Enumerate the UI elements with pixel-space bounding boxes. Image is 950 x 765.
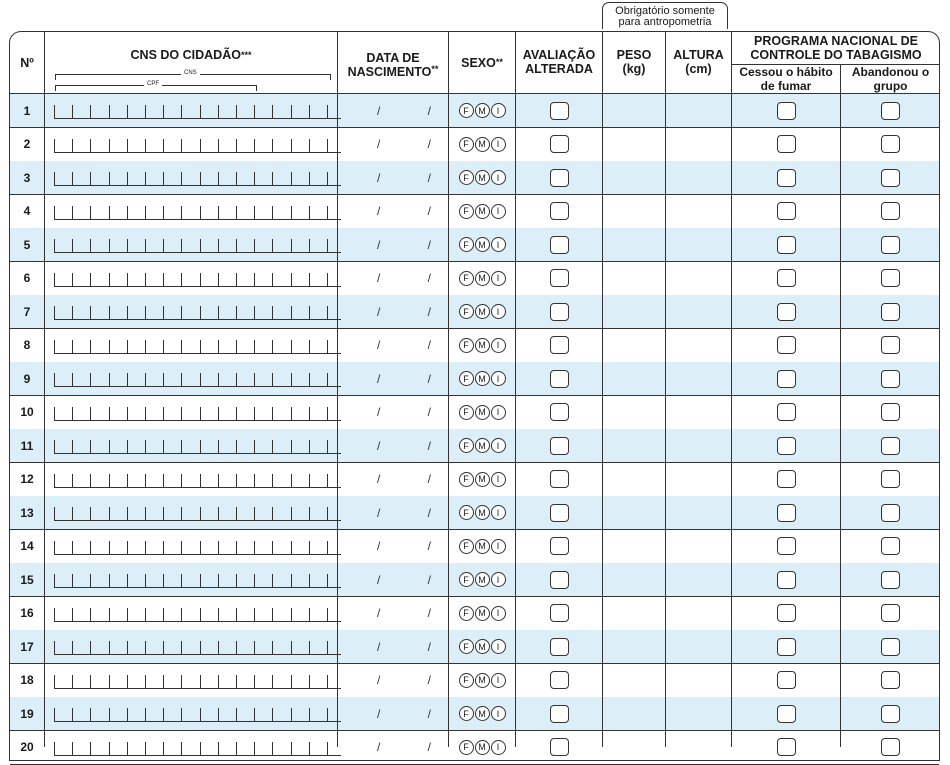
header-quit-smoking [732,65,840,93]
birthdate-input[interactable]: / / [376,572,453,587]
sex-option-f[interactable]: F [459,405,474,420]
sex-option-m[interactable]: M [475,103,490,118]
header-tobacco-line1: PROGRAMA NACIONAL DE [754,34,918,48]
row-number: 14 [20,539,34,553]
birthdate-input[interactable]: / / [376,170,453,185]
header-tobacco-program [732,33,940,63]
sex-option-i[interactable]: I [491,505,506,520]
sex-option-m[interactable]: M [475,338,490,353]
row-number: 4 [23,204,31,218]
col-divider [731,31,732,747]
sex-option-i[interactable]: I [491,639,506,654]
row-number: 10 [20,405,34,419]
sex-option-m[interactable]: M [475,137,490,152]
birthdate-input[interactable]: / / [376,204,453,218]
row-number: 9 [23,371,31,386]
sex-option-f[interactable]: F [459,137,474,152]
sex-option-f[interactable]: F [459,371,474,386]
cns-bracket-label: CNS [181,70,200,76]
header-number-label: Nº [20,55,34,70]
header-cns-sup: *** [240,49,252,60]
cpf-bracket-label: CPF [144,81,162,87]
header-birthdate-line1: DATA DE [366,51,420,65]
row-number: 11 [20,438,34,453]
note-line-2: para antropometria [618,16,712,28]
birthdate-input[interactable]: / / [376,137,453,151]
header-height-line1: ALTURA [673,48,724,62]
header-quit-line2: de fumar [760,79,812,93]
header-evaluation-line1: AVALIAÇÃO [522,48,596,62]
sex-option-m[interactable]: M [475,539,490,554]
birthdate-input[interactable]: / / [376,706,453,721]
birthdate-input[interactable]: / / [376,271,453,285]
header-quit-line1: Cessou o hábito [739,65,833,79]
sex-option-f[interactable]: F [459,438,474,453]
sex-option-m[interactable]: M [475,170,490,185]
header-height-line2: (cm) [685,62,712,76]
sex-option-i[interactable]: I [491,572,506,587]
sex-option-i[interactable]: I [491,338,506,353]
sex-option-m[interactable]: M [475,237,490,252]
header-cns-label: CNS DO CIDADÃO [130,48,241,62]
sex-option-m[interactable]: M [475,371,490,386]
col-divider [515,31,516,747]
sex-option-i[interactable]: I [491,271,506,286]
header-weight-line1: PESO [616,48,652,62]
sex-option-i[interactable]: I [491,304,506,319]
col-divider [602,31,603,747]
row-number: 1 [23,103,31,118]
sex-option-m[interactable]: M [475,639,490,654]
sex-option-f[interactable]: F [459,539,474,554]
birthdate-input[interactable]: / / [376,338,453,352]
header-birthdate-line2: NASCIMENTO [347,65,432,79]
header-evaluation-line2: ALTERADA [525,62,593,76]
form-frame [9,31,940,761]
header-left-group [841,65,940,93]
row-number: 5 [23,237,31,252]
row-number: 6 [23,271,31,285]
birthdate-input[interactable]: / / [376,438,453,453]
birthdate-input[interactable]: / / [376,539,453,553]
note-line-1: Obrigatório somente [615,5,715,17]
header-sex-label: SEXO [461,55,496,70]
sex-option-i[interactable]: I [491,740,506,755]
header-weight-line2: (kg) [622,62,646,76]
sex-option-i[interactable]: I [491,706,506,721]
row-number: 3 [23,170,31,185]
header-bottom-line [9,93,940,94]
header-weight [603,40,665,90]
header-sex [449,32,515,93]
sex-option-f[interactable]: F [459,740,474,755]
birthdate-input[interactable]: / / [376,304,453,319]
sex-option-m[interactable]: M [475,438,490,453]
birthdate-input[interactable]: / / [376,405,453,419]
anthropometry-note [602,2,728,29]
sex-option-i[interactable]: I [491,204,506,219]
col-divider [840,64,841,747]
birthdate-input[interactable]: / / [376,673,453,687]
sex-option-i[interactable]: I [491,606,506,621]
header-height [666,40,731,90]
header-evaluation [516,40,602,90]
row-number: 16 [20,606,34,620]
sex-option-f[interactable]: F [459,639,474,654]
header-sex-sup: ** [495,57,503,67]
header-number [10,32,44,93]
birthdate-input[interactable]: / / [376,103,453,118]
sex-option-m[interactable]: M [475,472,490,487]
sex-option-f[interactable]: F [459,572,474,587]
sex-option-m[interactable]: M [475,204,490,219]
sex-option-i[interactable]: I [491,371,506,386]
sex-option-f[interactable]: F [459,505,474,520]
sex-option-f[interactable]: F [459,237,474,252]
col-divider [44,31,45,747]
sex-option-f[interactable]: F [459,338,474,353]
header-birthdate-sup: ** [431,64,439,74]
sex-option-i[interactable]: I [491,438,506,453]
sex-option-i[interactable]: I [491,137,506,152]
sex-option-i[interactable]: I [491,472,506,487]
row-number: 12 [20,472,34,486]
sex-option-i[interactable]: I [491,405,506,420]
sex-option-i[interactable]: I [491,539,506,554]
cns-bracket [55,70,331,80]
sex-option-i[interactable]: I [491,673,506,688]
birthdate-input[interactable]: / / [376,606,453,620]
cpf-bracket [55,81,257,91]
sex-option-i[interactable]: I [491,170,506,185]
sex-option-f[interactable]: F [459,472,474,487]
sex-option-m[interactable]: M [475,706,490,721]
row-number: 20 [20,740,34,754]
birthdate-input[interactable]: / / [376,237,453,252]
header-left-line2: grupo [873,79,908,93]
sex-option-m[interactable]: M [475,572,490,587]
row-number: 13 [20,505,34,520]
row-number: 2 [23,137,31,151]
header-cns [45,44,337,66]
sex-option-i[interactable]: I [491,103,506,118]
birthdate-input[interactable]: / / [376,371,453,386]
birthdate-input[interactable]: / / [376,472,453,486]
sex-option-f[interactable]: F [459,204,474,219]
header-tobacco-line2: CONTROLE DO TABAGISMO [750,48,922,62]
sex-option-m[interactable]: M [475,505,490,520]
birthdate-input[interactable]: / / [376,505,453,520]
sex-option-i[interactable]: I [491,237,506,252]
sex-option-f[interactable]: F [459,673,474,688]
row-number: 15 [20,572,34,587]
row-number: 8 [23,338,31,352]
sex-option-m[interactable]: M [475,405,490,420]
sex-option-f[interactable]: F [459,103,474,118]
row-number: 17 [20,639,34,654]
sex-option-f[interactable]: F [459,271,474,286]
sex-option-f[interactable]: F [459,706,474,721]
sex-option-m[interactable]: M [475,271,490,286]
row-number: 7 [23,304,31,319]
row-divider [10,764,939,765]
sex-option-m[interactable]: M [475,304,490,319]
row-number: 19 [20,706,34,721]
sex-option-f[interactable]: F [459,304,474,319]
birthdate-input[interactable]: / / [376,740,453,754]
header-birthdate [338,40,448,90]
col-divider [665,31,666,747]
sex-option-m[interactable]: M [475,673,490,688]
sex-option-f[interactable]: F [459,606,474,621]
col-divider [337,31,338,747]
header-left-line1: Abandonou o [851,65,930,79]
sex-option-m[interactable]: M [475,740,490,755]
sex-option-f[interactable]: F [459,170,474,185]
sex-option-m[interactable]: M [475,606,490,621]
birthdate-input[interactable]: / / [376,639,453,654]
col-divider [448,31,449,747]
row-number: 18 [20,673,34,687]
